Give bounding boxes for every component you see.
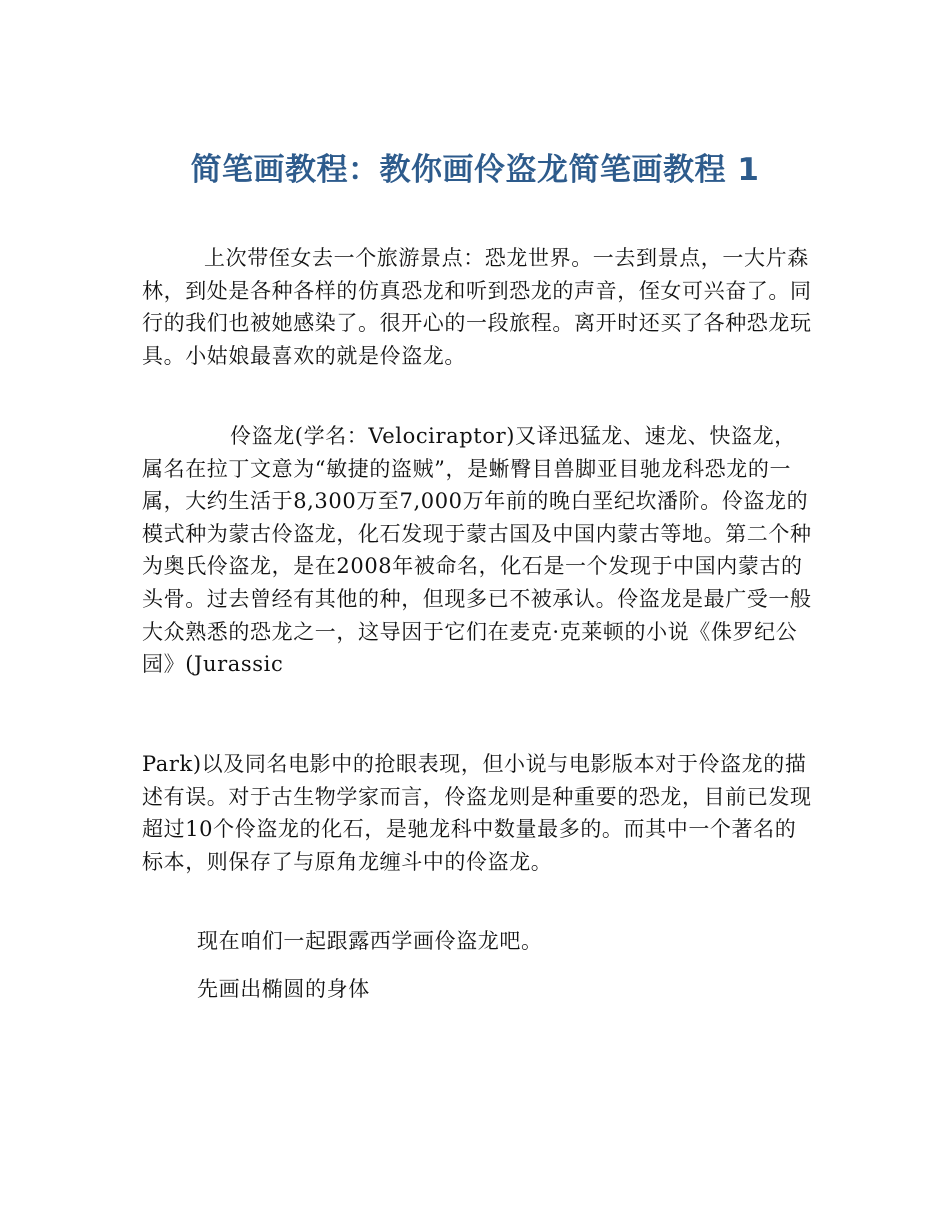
paragraph-step-one: 先画出椭圆的身体 — [197, 977, 370, 1001]
paragraph-jurassic-park: Park)以及同名电影中的抢眼表现，但小说与电影版本对于伶盗龙的描述有误。对于古生物学家而言，伶盗龙则是种重要的恐龙，目前已发现超过10个伶盗龙的化石，是驰龙科中数量最多的。而其中一个著名的标本，则保存了与原角龙缠斗中的伶盗龙。 — [142, 752, 812, 874]
paragraph-intro: 上次带侄女去一个旅游景点：恐龙世界。一去到景点，一大片森林，到处是各种各样的仿真恐龙和听到恐龙的声音，侄女可兴奋了。同行的我们也被她感染了。很开心的一段旅程。离开时还买了各种恐龙玩具。小姑娘最喜欢的就是伶盗龙。 — [142, 246, 812, 368]
document-title: 简笔画教程：教你画伶盗龙简笔画教程 1 — [190, 152, 760, 188]
paragraph-velociraptor-description: 伶盗龙(学名：Velociraptor)又译迅猛龙、速龙、快盗龙，属名在拉丁文意为“敏捷的盗贼”，是蜥臀目兽脚亚目驰龙科恐龙的一属，大约生活于8,300万至7,000万年前的晚白垩纪坎潘阶。伶盗龙的模式种为蒙古伶盗龙，化石发现于蒙古国及中国内蒙古等地。第二个种为奥氏伶盗龙，是在2008年被命名，化石是一个发现于中国内蒙古的头骨。过去曾经有其他的种，但现多已不被承认。伶盗龙是最广受一般大众熟悉的恐龙之一，这导因于它们在麦克·克莱顿的小说《侏罗纪公园》(Jurassic — [142, 424, 812, 677]
paragraph-lets-draw: 现在咱们一起跟露西学画伶盗龙吧。 — [197, 929, 543, 953]
